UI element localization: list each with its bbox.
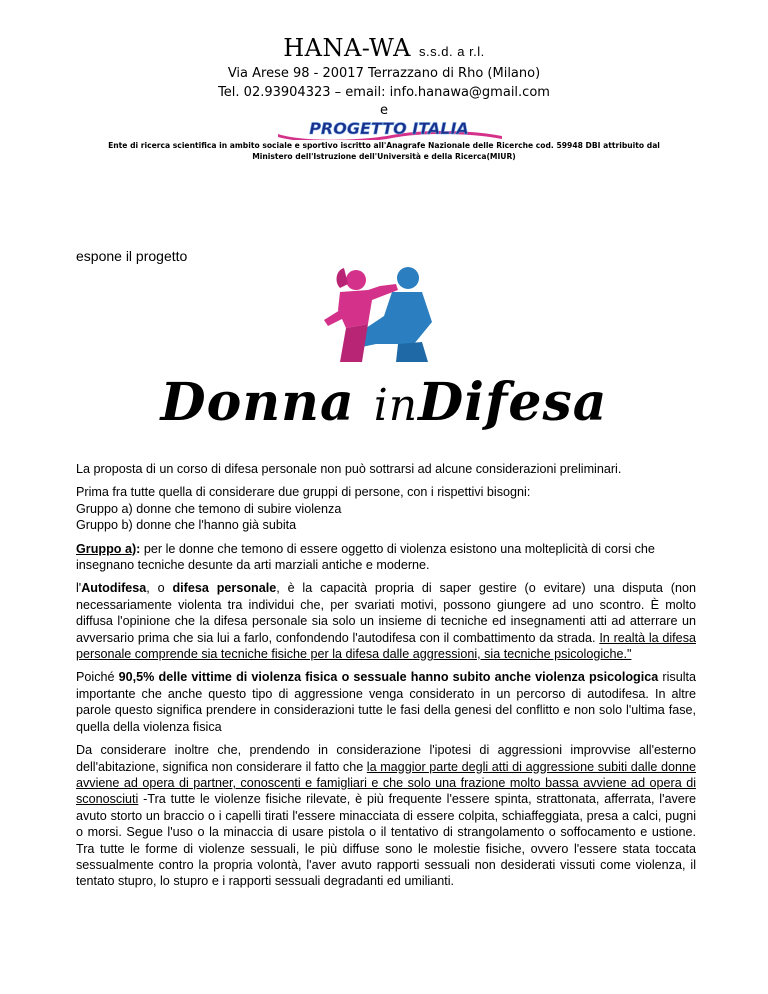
document-body xyxy=(76,461,696,897)
autodifesa-underlined: In realtà la difesa personale comprende sia tecniche fisiche per la difesa dalle aggressioni, sia tecniche psicologiche." xyxy=(76,630,696,662)
paragraph-aggressioni xyxy=(76,742,696,890)
organization-name xyxy=(0,34,768,62)
ente-description xyxy=(60,140,708,162)
espone-text: espone il progetto xyxy=(76,248,188,264)
aggressioni-text-c: -Tra tutte le violenze fisiche rilevate, è più frequente l'essere spinta, strattonata, afferrata, l'avere avuto storto un braccio o i capelli tirati l'essere minacciata di essere colpita, schiaffeggiata, presa a calci, pugni o morsi. Segue l'uso o la minaccia di usare pistola o il tentativo di strangolamento o soffocamento e ustione. Tra tutte le forme di violenze sessuali, le più diffuse sono le molestie fisiche, ovvero l'essere stata toccata sessualmente contro la propria volontà, l'aver avuto rapporti sessuali non desiderati vissuti come violenza, il tentato stupro, lo stupro e i rapporti sessuali degradanti ed umilianti. xyxy=(76,792,696,889)
gruppo-a-text: per le donne che temono di essere oggetto di violenza esistono una molteplicità di corsi che insegnano tecniche desunte da arti marziali antiche e moderne. xyxy=(76,541,655,573)
statistica-bold: 90,5% delle vittime di violenza fisica o sessuale hanno subito anche violenza psicologica xyxy=(118,670,659,685)
org-name-text: HANA-WA xyxy=(283,34,411,62)
conjunction-text: e xyxy=(380,103,388,118)
aggressioni-text-a: Da considerare inoltre che, prendendo in considerazione l'ipotesi di aggressioni improvvise all'esterno dell'abitazione, significa non considerare il fatto che xyxy=(76,743,696,774)
autodifesa-text-a: l' xyxy=(76,581,82,596)
groups-line-2: Gruppo a) donne che temono di subire violenza xyxy=(76,501,342,516)
groups-line-1: Prima fra tutte quella di considerare due gruppi di persone, con i rispettivi bisogni: xyxy=(76,485,531,500)
address-line: Via Arese 98 - 20017 Terrazzano di Rho (Milano) xyxy=(227,66,541,81)
title-part-donna: Donna xyxy=(160,372,374,433)
ente-line-1: Ente di ricerca scientifica in ambito sociale e sportivo iscritto all'Anagrafe Nazionale delle Ricerche cod. 59948 DBI attribuito dal xyxy=(108,141,660,150)
gruppo-a-label: Gruppo a) xyxy=(76,541,137,556)
difesa-personale-term: difesa personale xyxy=(172,581,277,596)
partner-logo-text: PROGETTO ITALIA xyxy=(309,120,469,138)
aggressioni-underlined: la maggior parte degli atti di aggressione subiti dalle donne avviene ad opera di partner, conoscenti e famigliari e che solo una frazione molto bassa avviene ad opera di sconosciuti xyxy=(76,759,696,807)
paragraph-gruppo-a xyxy=(76,541,696,574)
project-title xyxy=(0,372,768,433)
paragraph-statistica xyxy=(76,669,696,735)
contact-line: Tel. 02.93904323 – email: info.hanawa@gmail.com xyxy=(218,85,550,100)
progetto-italia-logo xyxy=(272,120,506,140)
org-suffix-text: s.s.d. a r.l. xyxy=(419,44,485,59)
autodifesa-term: Autodifesa xyxy=(81,581,147,596)
paragraph-groups xyxy=(76,484,696,533)
title-part-in: in xyxy=(373,380,419,431)
gruppo-a-colon: : xyxy=(136,541,141,556)
paragraph-autodifesa xyxy=(76,580,696,662)
statistica-text-c: risulta importante che anche questo tipo di aggressione venga considerato in un percorso di autodifesa. In altre parole questo significa prendere in considerazioni tutte le fasi della genesi del conflitto e non solo l'ultima fase, quella della violenza fisica xyxy=(76,670,696,734)
autodifesa-text-c: , o xyxy=(146,581,173,596)
groups-line-3: Gruppo b) donne che l'hanno già subita xyxy=(76,518,297,533)
title-part-difesa: Difesa xyxy=(418,372,608,433)
autodifesa-text-e: , è la capacità propria di saper gestire (o evitare) una disputa (non necessariamente violenta tra individui che, per svariati motivi, possono giungere ad uno scontro. È molto diffusa l'opinione che la difesa personale sia solo un insieme di tecniche ed insegnamenti atti ad atterrare un avversario prima che sia lui a farlo, confondendo l'autodifesa con il combattimento da strada. xyxy=(76,581,696,645)
paragraph-intro: La proposta di un corso di difesa personale non può sottrarsi ad alcune considerazioni preliminari. xyxy=(76,462,622,476)
statistica-text-a: Poiché xyxy=(76,670,119,685)
self-defense-illustration xyxy=(310,262,450,362)
ente-line-2: Ministero dell'Istruzione dell'Università e della Ricerca(MIUR) xyxy=(252,152,516,161)
